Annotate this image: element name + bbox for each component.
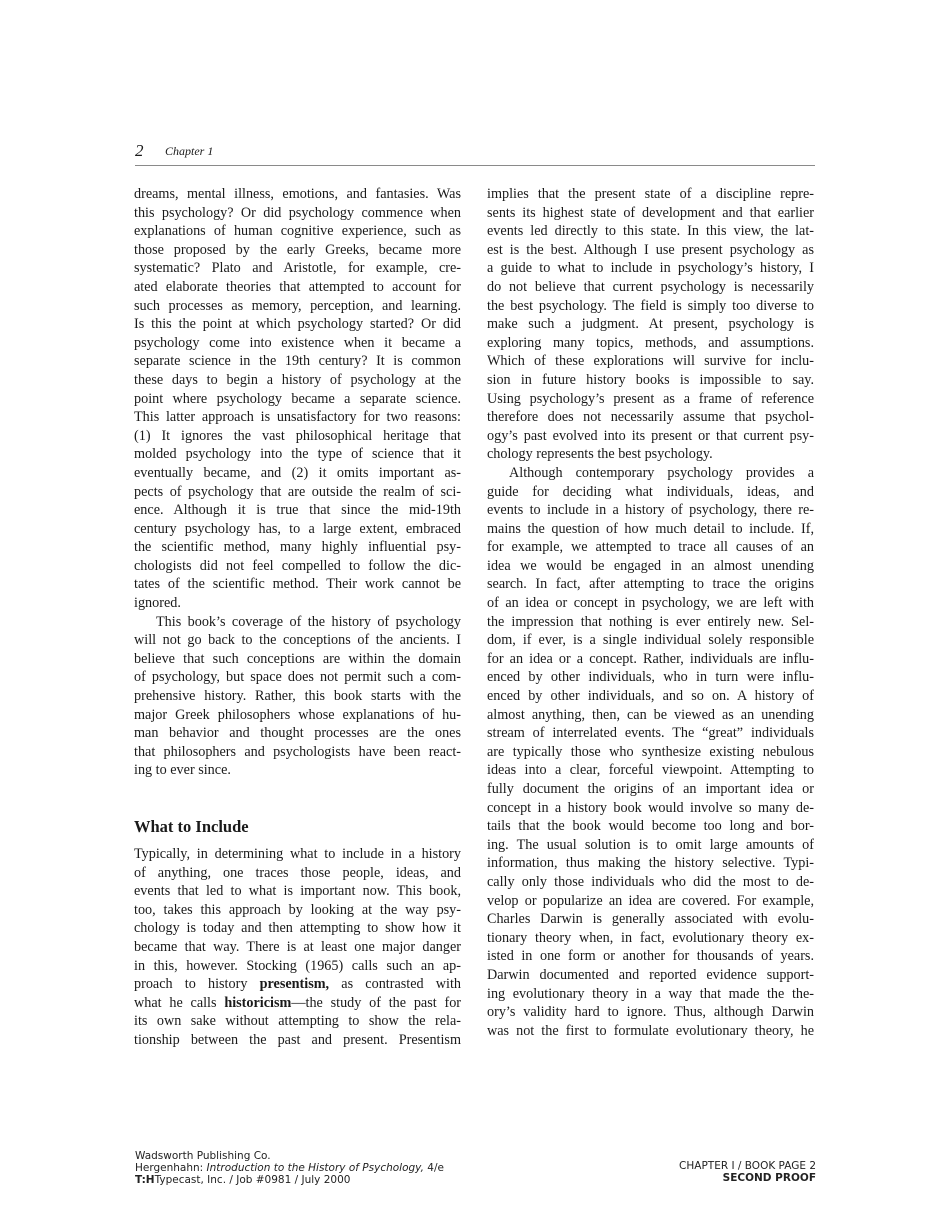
text-line: Charles Darwin is generally associated with evolu-: [487, 911, 814, 928]
text-line: in this, however. Stocking (1965) calls such an ap-: [134, 957, 461, 974]
text-line: systematic? Plato and Aristotle, for example, cre-: [134, 260, 461, 277]
text-line: enced by other individuals, who in turn were influ-: [487, 669, 814, 686]
text-line: Which of these explorations will survive for inclu-: [487, 353, 814, 370]
text-line: ogy’s past evolved into its present or that current psy-: [487, 427, 814, 444]
text-line: prehensive history. Rather, this book starts with the: [134, 688, 461, 705]
text-line: mains the question of how much detail to include. If,: [487, 520, 814, 537]
text-segment: —the study of the past for: [291, 994, 462, 1011]
text-line: that philosophers and psychologists have been react-: [134, 743, 461, 760]
text-line: molded psychology into the type of science that it: [134, 446, 461, 463]
text-line: idea we would be engaged in an almost unending: [487, 557, 814, 574]
text-line: stream of interrelated events. The “great” individuals: [487, 725, 814, 742]
text-line: velop or popularize an idea are covered. For example,: [487, 892, 814, 909]
text-line: enced by other individuals, and so on. A history of: [487, 688, 814, 705]
text-line: Although contemporary psychology provides a: [509, 464, 814, 481]
text-line: almost anything, then, can be viewed as an unending: [487, 706, 814, 723]
edition: 4/e: [423, 1162, 444, 1174]
text-line: major Greek philosophers whose explanations of hu-: [134, 706, 461, 723]
text-line: the best psychology. The field is simply too diverse to: [487, 297, 814, 314]
author-name: Hergenhahn:: [135, 1162, 207, 1174]
text-line: was not the first to formulate evolutionary theory, he: [487, 1022, 814, 1039]
text-line: man behavior and thought processes are the ones: [134, 725, 461, 742]
footer-proof-info: [679, 1160, 816, 1184]
text-line: for an idea or a concept. Rather, individuals are influ-: [487, 650, 814, 667]
text-segment: proach to history: [134, 976, 260, 993]
typesetter-info: Typecast, Inc. / Job #0981 / July 2000: [154, 1174, 351, 1186]
text-line: Typically, in determining what to include in a history: [134, 846, 461, 862]
text-line: tionary theory when, in fact, evolutionary theory ex-: [487, 929, 814, 946]
text-line: isted in one form or another for thousands of years.: [487, 948, 814, 965]
text-line: ence. Although it is true that since the mid-19th: [134, 502, 461, 519]
text-line: [134, 975, 461, 994]
chapter-page-label: CHAPTER I / BOOK PAGE 2: [679, 1160, 816, 1172]
text-line: concept in a history book would involve so many de-: [487, 799, 814, 816]
text-line: chology represents the best psychology.: [487, 446, 713, 463]
text-line: tails that the book would become too long and bor-: [487, 818, 814, 835]
text-line: events to include in a history of psychology, there re-: [487, 502, 814, 519]
text-line: dreams, mental illness, emotions, and fantasies. Was: [134, 186, 461, 202]
text-line: events led directly to this state. In this view, the lat-: [487, 223, 814, 240]
text-line: ated elaborate theories that attempted to account for: [134, 278, 461, 295]
text-line: are typically those who synthesize existing nebulous: [487, 743, 814, 760]
text-line: [134, 994, 461, 1013]
text-line: events that led to what is important now. This book,: [134, 883, 461, 900]
left-column-body: [134, 185, 461, 780]
right-column: [487, 185, 814, 1040]
text-line: the scientific method, many highly influential psy-: [134, 539, 461, 556]
key-term: historicism: [224, 994, 292, 1011]
text-segment: as contrasted with: [329, 976, 462, 993]
text-line: for example, we attempted to trace all causes of an: [487, 539, 814, 556]
section-heading: What to Include: [134, 817, 249, 836]
footer-imprint: [135, 1150, 444, 1186]
text-line: such processes as memory, perception, and learning.: [134, 297, 461, 314]
section-body: [134, 845, 461, 1050]
text-line: therefore does not necessarily assume that psychol-: [487, 409, 814, 426]
text-line: guide for deciding what individuals, ideas, and: [487, 483, 814, 500]
text-line: the impression that nothing is ever entirely new. Sel-: [487, 613, 814, 630]
text-line: ing. The usual solution is to omit large amounts of: [487, 836, 814, 853]
text-line: psychology come into existence when it became a: [134, 334, 461, 351]
text-line: sion in future history books is impossible to say.: [487, 371, 814, 388]
text-line: chology is today and then attempting to show how it: [134, 920, 461, 937]
text-line: ory’s validity hard to ignore. Thus, although Darwin: [487, 1004, 814, 1021]
text-line: those proposed by the early Greeks, became more: [134, 241, 461, 258]
text-line: dom, if ever, is a single individual solely responsible: [487, 632, 814, 649]
text-line: too, takes this approach by looking at the way psy-: [134, 901, 461, 918]
text-line: this psychology? Or did psychology commence when: [134, 204, 461, 221]
text-line: search. In fact, after attempting to trace the origins: [487, 576, 814, 593]
text-line: of anything, one traces those people, ideas, and: [134, 864, 461, 881]
book-title: Introduction to the History of Psychology,: [206, 1162, 424, 1174]
text-line: Using psychology’s present as a frame of reference: [487, 390, 814, 407]
text-line: became that way. There is at least one major danger: [134, 938, 461, 955]
text-line: ignored.: [134, 595, 181, 612]
publisher-name: Wadsworth Publishing Co.: [135, 1150, 271, 1162]
book-credit: [135, 1162, 444, 1174]
right-column-body: [487, 185, 814, 1040]
running-head: [135, 141, 815, 166]
text-line: century psychology has, to a large extent, embraced: [134, 520, 461, 537]
text-line: This latter approach is unsatisfactory for two reasons:: [134, 409, 461, 426]
text-line: pects of psychology that are outside the realm of sci-: [134, 483, 461, 500]
text-line: fully document the origins of an important idea or: [487, 781, 814, 797]
page-number: 2: [135, 141, 144, 160]
text-line: implies that the present state of a discipline repre-: [487, 186, 814, 202]
text-line: point where psychology became a separate science.: [134, 390, 461, 407]
text-line: ing evolutionary theory in a way that made the the-: [487, 985, 814, 1002]
left-column: [134, 185, 461, 1050]
text-line: cally only those individuals who did the most to de-: [487, 873, 814, 890]
chapter-label: Chapter 1: [165, 144, 214, 158]
text-line: sents its highest state of development and that earlier: [487, 204, 814, 221]
text-line: ing to ever since.: [134, 762, 231, 779]
text-line: these days to begin a history of psychology at the: [134, 371, 461, 388]
text-line: of psychology, but space does not permit such a com-: [134, 669, 461, 686]
text-line: chologists did not feel compelled to follow the dic-: [134, 557, 461, 574]
text-line: believe that such conceptions are within the domain: [134, 650, 461, 667]
text-line: make such a judgment. At present, psychology is: [487, 316, 814, 333]
text-line: Darwin documented and reported evidence support-: [487, 966, 814, 983]
text-line: explanations of human cognitive experience, such as: [134, 223, 461, 240]
text-line: (1) It ignores the vast philosophical heritage that: [134, 427, 461, 444]
proof-stage: SECOND PROOF: [722, 1172, 816, 1184]
text-line: This book’s coverage of the history of psychology: [156, 613, 461, 630]
text-line: of an idea or concept in psychology, we are left with: [487, 595, 814, 612]
text-line: tionship between the past and present. Presentism: [134, 1031, 461, 1048]
text-line: separate science in the 19th century? It is common: [134, 353, 461, 370]
text-line: exploring many topics, methods, and assumptions.: [487, 334, 814, 351]
text-segment: what he calls: [134, 994, 225, 1011]
text-line: do not believe that current psychology is necessarily: [487, 278, 814, 295]
text-line: will not go back to the conceptions of the ancients. I: [134, 632, 461, 649]
text-line: est is the best. Although I use present psychology as: [487, 241, 814, 258]
text-line: Is this the point at which psychology started? Or did: [134, 316, 461, 333]
section-spacer: [134, 780, 461, 817]
text-line: a guide to what to include in psychology’s history, I: [487, 260, 814, 277]
text-line: eventually became, and (2) it omits important as-: [134, 464, 461, 481]
typesetter-logo: T:H: [135, 1174, 155, 1186]
text-line: information, thus making the history selective. Typi-: [487, 855, 814, 872]
text-line: tates of the scientific method. Their work cannot be: [134, 576, 461, 593]
text-line: its own sake without attempting to show the rela-: [134, 1013, 461, 1030]
text-line: ideas into a clear, forceful viewpoint. Attempting to: [487, 762, 814, 779]
typesetter-line: [135, 1174, 444, 1186]
key-term: presentism,: [259, 976, 330, 993]
